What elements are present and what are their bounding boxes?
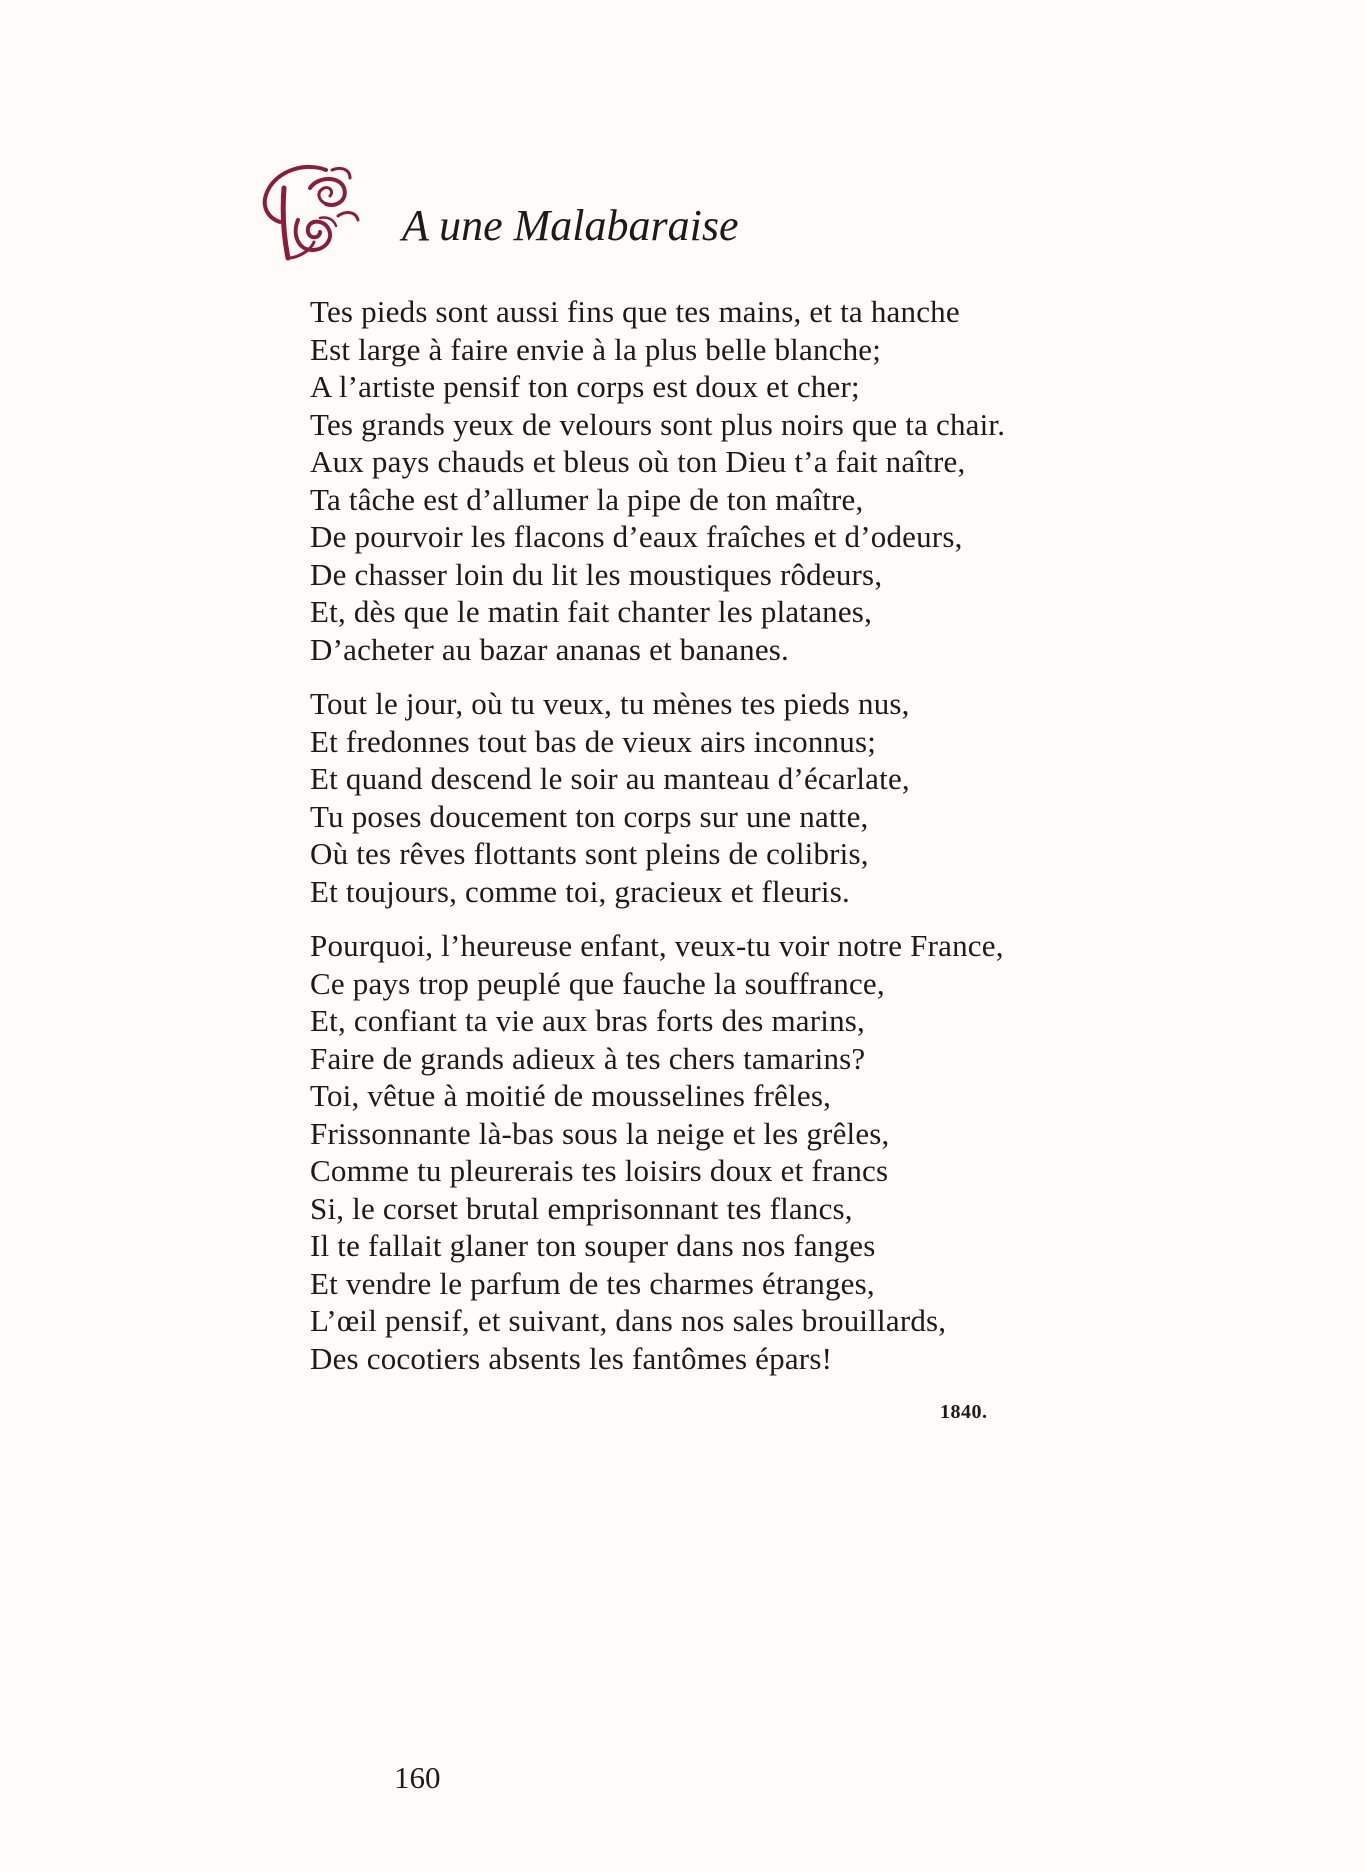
poem-line: Et, dès que le matin fait chanter les platanes, <box>310 594 873 629</box>
poem-line: Aux pays chauds et bleus où ton Dieu t’a fait naître, <box>310 444 966 479</box>
poem-line: Tu poses doucement ton corps sur une natte, <box>310 798 869 834</box>
poem-line: A l’artiste pensif ton corps est doux et cher; <box>310 369 860 404</box>
poem-line: D’acheter au bazar ananas et bananes. <box>310 631 789 667</box>
stanza-1 <box>310 293 1210 668</box>
poem-line: Toi, vêtue à moitié de mousselines frêles, <box>310 1078 832 1113</box>
poem-line: De chasser loin du lit les moustiques rôdeurs, <box>310 556 883 592</box>
poem-line: Et vendre le parfum de tes charmes étranges, <box>310 1265 875 1301</box>
poem-line: Faire de grands adieux à tes chers tamarins? <box>310 1040 866 1076</box>
poem-line: Tes grands yeux de velours sont plus noirs que ta chair. <box>310 406 1006 442</box>
poem-line: Ta tâche est d’allumer la pipe de ton maître, <box>310 481 864 517</box>
poem-line: Et quand descend le soir au manteau d’écarlate, <box>310 761 910 796</box>
poem-line: Frissonnante là-bas sous la neige et les grêles, <box>310 1115 890 1151</box>
poem-line: Des cocotiers absents les fantômes épars! <box>310 1340 833 1376</box>
poem-line: Et, confiant ta vie aux bras forts des marins, <box>310 1003 865 1038</box>
poem-line: Et fredonnes tout bas de vieux airs inconnus; <box>310 723 877 759</box>
poem-line: Comme tu pleurerais tes loisirs doux et francs <box>310 1153 889 1188</box>
poem-title: A une Malabaraise <box>402 201 739 250</box>
poem-line: Si, le corset brutal emprisonnant tes flancs, <box>310 1190 853 1226</box>
poem-line: Ce pays trop peuplé que fauche la souffrance, <box>310 965 885 1001</box>
stanza-2 <box>310 685 1210 910</box>
page-number: 160 <box>394 1760 441 1795</box>
ornamental-initial-icon <box>254 158 374 268</box>
poem-line: Est large à faire envie à la plus belle blanche; <box>310 331 882 367</box>
poem-date: 1840. <box>940 1401 988 1423</box>
poem-line: De pourvoir les flacons d’eaux fraîches et d’odeurs, <box>310 519 963 554</box>
poem-line: Tout le jour, où tu veux, tu mènes tes pieds nus, <box>310 686 910 721</box>
poem-line: L’œil pensif, et suivant, dans nos sales brouillards, <box>310 1303 947 1338</box>
stanza-3 <box>310 927 1210 1377</box>
poem-line: Où tes rêves flottants sont pleins de colibris, <box>310 836 869 871</box>
poem-line: Tes pieds sont aussi fins que tes mains, et ta hanche <box>310 294 960 329</box>
poem-line: Il te fallait glaner ton souper dans nos fanges <box>310 1228 876 1263</box>
poem-line: Pourquoi, l’heureuse enfant, veux-tu voir notre France, <box>310 928 1004 963</box>
poem-line: Et toujours, comme toi, gracieux et fleuris. <box>310 873 850 909</box>
